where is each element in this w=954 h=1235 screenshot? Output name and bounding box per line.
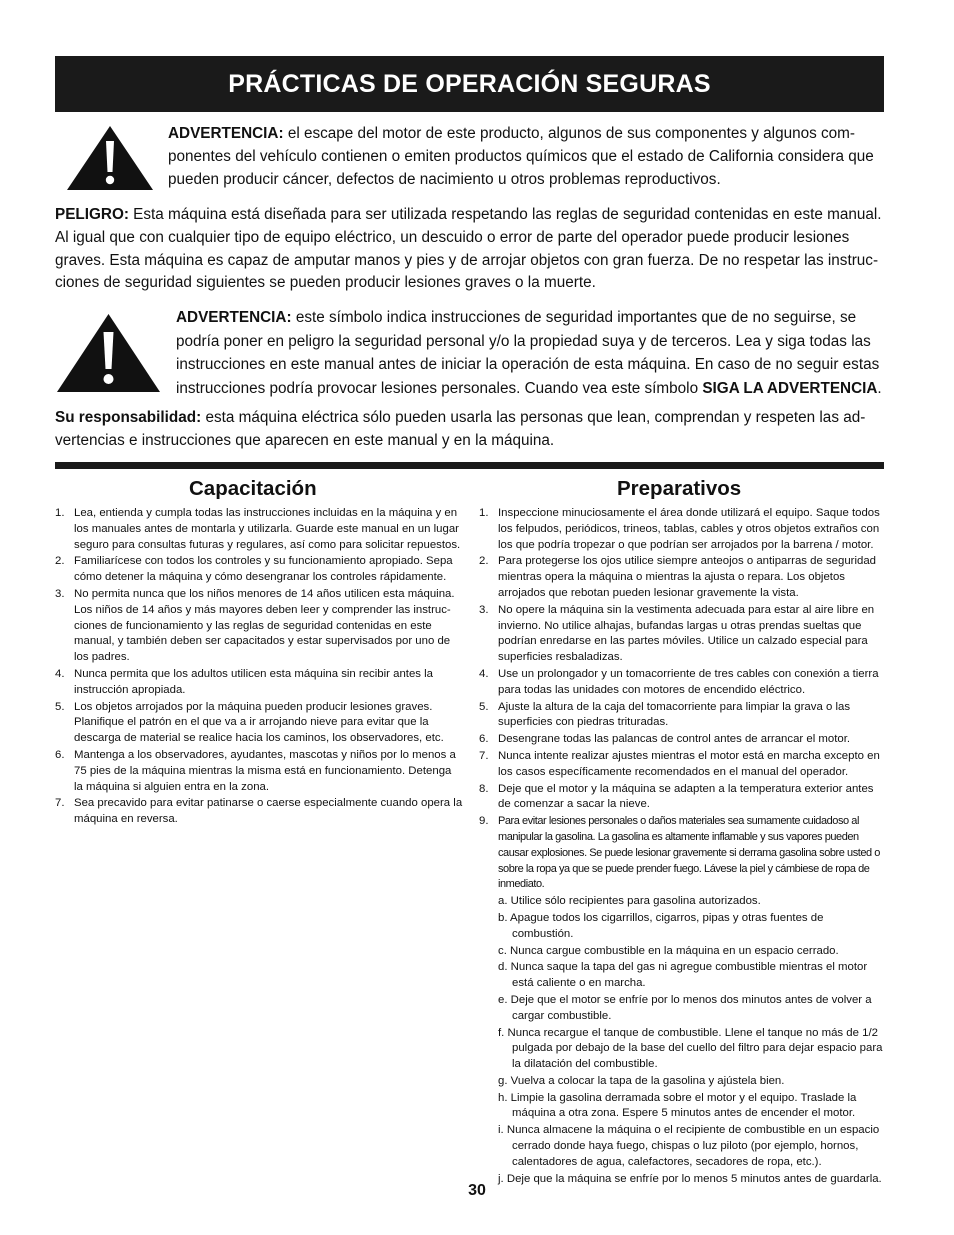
page-title: PRÁCTICAS DE OPERACIÓN SEGURAS — [55, 56, 884, 112]
warning-triangle-icon — [55, 312, 162, 394]
list-item: i. Nunca almacene la máquina o el recipiente de combustible en un espacio cerrado donde haya fuego, chispas o luz piloto (por ejemplo, hornos, calentadores de agua, calefactores, secadores de ropa, etc.). — [498, 1124, 880, 1168]
list-item: 3. No permita nunca que los niños menores de 14 años utilicen esta máquina. Los niños de 14 años y más mayores deben leer y comprender las instruc-ciones de funcionamiento y las reglas de seguridad contenidas en este manual, y también deben ser capacitados y estar supervisados por uno de los padres. — [55, 587, 455, 664]
danger-paragraph — [55, 204, 884, 295]
danger-text: Esta máquina está diseñada para ser utilizada respetando las reglas de seguridad contenidas en este manual. Al igual que con cualquier tipo de equipo eléctrico, un descuido o error de parte del operador puede producir lesiones graves. Esta máquina es capaz de amputar manos y pies y de arrojar objetos con gran fuerza. De no respetar las instruc-ciones de seguridad siguientes se pueden producir lesiones graves o la muerte. — [55, 206, 882, 292]
list-item: b. Apague todos los cigarrillos, cigarros, pipas y otras fuentes de combustión. — [498, 911, 824, 940]
list-item: 4. Nunca permita que los adultos utilicen esta máquina sin recibir antes la instrucción apropiada. — [55, 667, 433, 696]
section-divider — [55, 462, 884, 469]
list-item: 6. Desengrane todas las palancas de control antes de arrancar el motor. — [479, 733, 851, 746]
list-item: a. Utilice sólo recipientes para gasolina autorizados. — [498, 895, 761, 908]
danger-label: PELIGRO: — [55, 206, 129, 223]
list-item: h. Limpie la gasolina derramada sobre el motor y el equipo. Traslade la máquina a otra zona. Espere 5 minutos antes de encender el motor. — [498, 1091, 857, 1120]
list-item: 9. Para evitar lesiones personales o daños materiales sea sumamente cuidadoso al manipular la gasolina. La gasolina es altamente inflamable y sus vapores pueden causar explosiones. Se puede lesionar gravemente si derrama gasolina sobre usted o sobre la ropa ya que se puede prender fuego. Lávese la piel y cámbiese de ropa de inmediato. — [479, 815, 880, 891]
list-item: 1. Lea, entienda y cumpla todas las instrucciones incluidas en la máquina y en los manuales antes de montarla y utilizarla. Guarde este manual en un lugar seguro para consultas futuras y regulares, así como para solicitar repuestos. — [55, 507, 461, 551]
warning-california — [168, 123, 884, 191]
list-item: 1. Inspeccione minuciosamente el área donde utilizará el equipo. Saque todos los felpudos, periódicos, trineos, tablas, cables y otros objetos extraños con los que podría tropezar o que podrían ser arrojados por la barrena / motor. — [479, 507, 880, 551]
responsibility-text: esta máquina eléctrica sólo pueden usarla las personas que lean, comprendan y respeten las ad-vertencias e instrucciones que aparecen en este manual y en la máquina. — [55, 409, 866, 449]
training-list — [55, 506, 463, 828]
list-item: 2. Familiarícese con todos los controles y su funcionamiento apropiado. Sepa cómo detener la máquina y cómo desengranar los controles rápidamente. — [55, 555, 453, 584]
list-item: 7. Nunca intente realizar ajustes mientras el motor está en marcha excepto en los casos específicamente recomendados en el manual del operador. — [479, 749, 880, 778]
list-item: 8. Deje que el motor y la máquina se adapten a la temperatura exterior antes de comenzar a sacar la nieve. — [479, 782, 874, 811]
warning-text: el escape del motor de este producto, algunos de sus componentes y algunos com-ponentes del vehículo contienen o emiten productos químicos que el estado de California considera que pueden producir cáncer, defectos de nacimiento u otros problemas reproductivos. — [168, 125, 874, 188]
list-item: 2. Para protegerse los ojos utilice siempre anteojos o antiparras de seguridad mientras opera la máquina o mientras la ajusta o repara. Los objetos arrojados que rebotan pueden lesionar gravemente la vista. — [479, 555, 877, 599]
preparation-heading: Preparativos — [617, 477, 742, 500]
warning-triangle-icon — [65, 124, 155, 192]
gasoline-sublist — [479, 894, 885, 1187]
warning-end: . — [877, 379, 882, 397]
training-heading: Capacitación — [189, 477, 317, 500]
preparation-section — [479, 476, 885, 1188]
list-item: 3. No opere la máquina sin la vestimenta adecuada para estar al aire libre en invierno. No utilice alhajas, bufandas largas u otras prendas sueltas que podrían enredarse en las partes móviles. Utilice un calzado especial para superficies resbaladizas. — [479, 603, 875, 664]
training-section — [55, 476, 463, 829]
list-item: g. Vuelva a colocar la tapa de la gasolina y ajústela bien. — [498, 1074, 785, 1087]
list-item: e. Deje que el motor se enfríe por lo menos dos minutos antes de volver a cargar combustible. — [498, 993, 872, 1022]
list-item: 7. Sea precavido para evitar patinarse o caerse especialmente cuando opera la máquina en reversa. — [55, 797, 463, 826]
responsibility-paragraph — [55, 407, 884, 453]
list-item: j. Deje que la máquina se enfríe por lo menos 5 minutos antes de guardarla. — [498, 1172, 882, 1185]
warning-symbol — [176, 306, 884, 400]
list-item: c. Nunca cargue combustible en la máquina en un espacio cerrado. — [498, 944, 839, 957]
list-item: f. Nunca recargue el tanque de combustible. Llene el tanque no más de 1/2 pulgada por debajo de la base del cuello del filtro para dejar espacio para la dilatación del combustible. — [498, 1026, 883, 1071]
list-item: 5. Los objetos arrojados por la máquina pueden producir lesiones graves. Planifique el patrón en el que va a ir arrojando nieve para evitar que la descarga de material se realice hacia los caminos, los observadores, etc. — [55, 700, 444, 745]
warning-label: ADVERTENCIA: — [168, 125, 284, 142]
warning-text: este símbolo indica instrucciones de seguridad importantes que de no seguirse, se podría poner en peligro la seguridad personal y/o la propiedad suya y de terceros. Lea y siga todas las instrucciones en este manual antes de iniciar la operación de esta máquina. En caso de no seguir estas instrucciones podría provocar lesiones personales. Cuando vea este símbolo — [176, 309, 880, 397]
list-item: d. Nunca saque la tapa del gas ni agregue combustible mientras el motor está caliente o en marcha. — [498, 961, 868, 990]
responsibility-label: Su responsabilidad: — [55, 409, 202, 426]
warning-emphasis: SIGA LA ADVERTENCIA — [702, 379, 878, 397]
warning-label: ADVERTENCIA: — [176, 309, 292, 326]
list-item: 5. Ajuste la altura de la caja del tomacorriente para limpiar la grava o las superficies con piedras trituradas. — [479, 700, 851, 729]
preparation-list — [479, 506, 885, 893]
list-item: 4. Use un prolongador y un tomacorriente de tres cables con conexión a tierra para todas las unidades con motores de encendido eléctrico. — [479, 667, 879, 696]
page-number: 30 — [468, 1182, 486, 1199]
list-item: 6. Mantenga a los observadores, ayudantes, mascotas y niños por lo menos a 75 pies de la máquina mientras la misma está en funcionamiento. Detenga la máquina si alguien entra en la zona. — [55, 748, 456, 793]
